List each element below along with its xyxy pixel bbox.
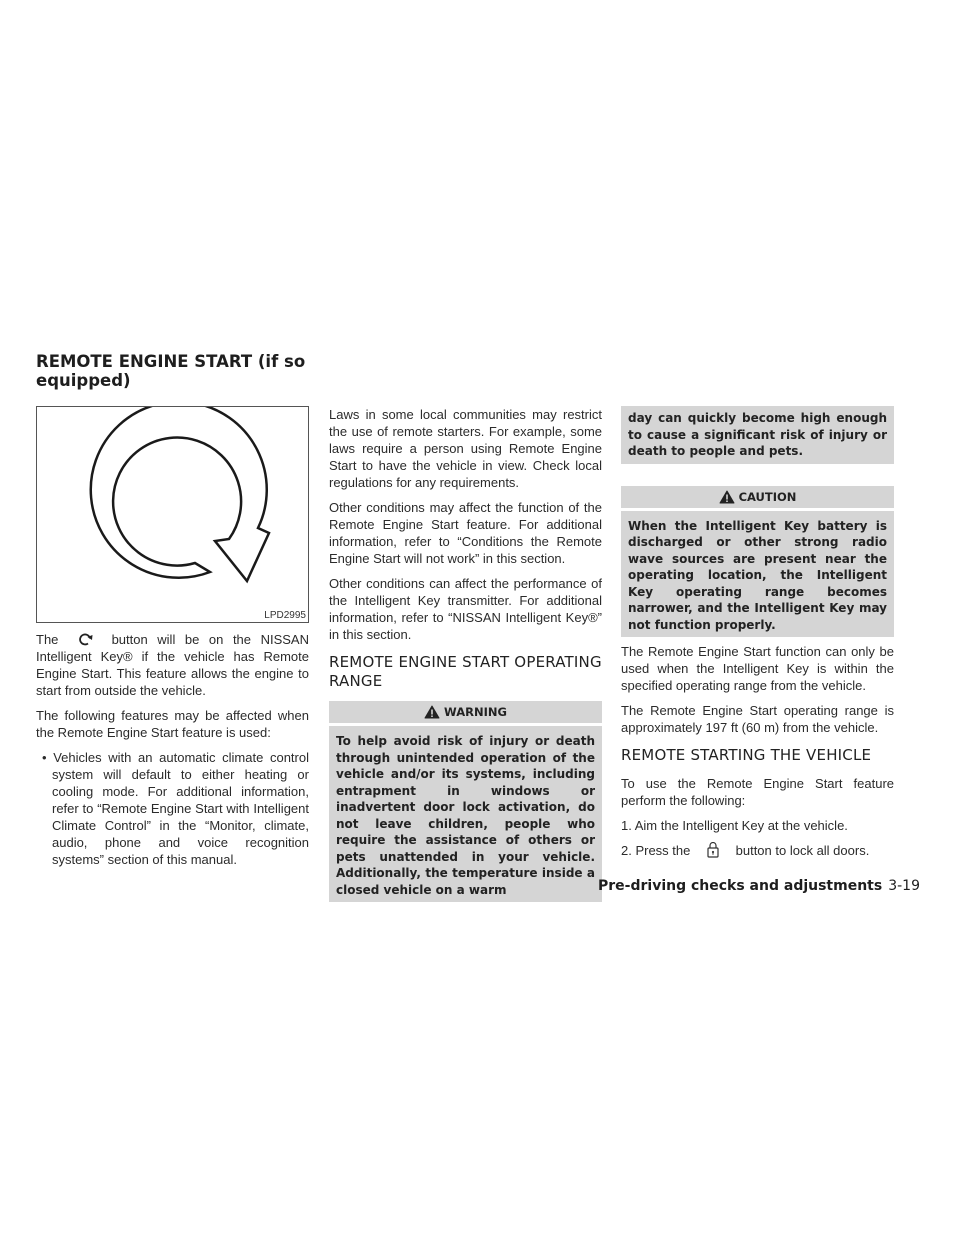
warning-triangle-icon bbox=[424, 705, 440, 719]
page-footer bbox=[598, 878, 920, 894]
column-3 bbox=[621, 406, 894, 867]
features-list bbox=[36, 749, 309, 868]
procedure-intro: To use the Remote Engine Start feature perform the following: bbox=[621, 776, 894, 808]
conditions-paragraph: Other conditions may affect the function of the Remote Engine Start feature. For additional information, refer to “Conditions the Remote Engine Start will not work” in this section. bbox=[329, 500, 602, 566]
remote-start-figure bbox=[36, 406, 309, 623]
figure-code: LPD2995 bbox=[264, 610, 306, 621]
range-paragraph: The Remote Engine Start operating range is approximately 197 ft (60 m) from the vehicle. bbox=[621, 703, 894, 735]
features-paragraph: The following features may be affected when the Remote Engine Start feature is used: bbox=[36, 708, 309, 740]
warning-label: WARNING bbox=[444, 705, 507, 719]
intro-paragraph bbox=[36, 631, 309, 699]
operating-range-heading: REMOTE ENGINE START OPERATING RANGE bbox=[329, 653, 602, 690]
caution-text: When the Intelligent Key battery is discharged or other strong radio wave sources are present near the operating location, the Intelligent Key operating range becomes narrower, and the Intelligent Key may not function properly. bbox=[621, 511, 894, 638]
column-2 bbox=[329, 406, 602, 902]
intro-text-before: The bbox=[36, 632, 59, 647]
caution-header bbox=[621, 486, 894, 508]
transmitter-paragraph: Other conditions can affect the performance of the Intelligent Key transmitter. For additional information, refer to “NISSAN Intelligent Key®” in this section. bbox=[329, 576, 602, 642]
function-paragraph: The Remote Engine Start function can only be used when the Intelligent Key is within the specified operating range from the vehicle. bbox=[621, 644, 894, 693]
warning-header bbox=[329, 701, 602, 723]
remote-start-arrow-icon bbox=[37, 407, 308, 622]
intro-text-after: button will be on the NISSAN Intelligent Key® if the vehicle has Remote Engine Start. This feature allows the engine to start from outside the vehicle. bbox=[36, 632, 309, 698]
remote-starting-heading: REMOTE STARTING THE VEHICLE bbox=[621, 746, 872, 764]
page-number: 3-19 bbox=[888, 878, 920, 894]
warning-text-continued: day can quickly become high enough to cause a significant risk of injury or death to people and pets. bbox=[621, 406, 894, 464]
chapter-title: Pre-driving checks and adjustments bbox=[598, 878, 883, 894]
column-1 bbox=[36, 406, 309, 876]
step-2 bbox=[621, 842, 894, 859]
step-1: 1. Aim the Intelligent Key at the vehicle. bbox=[621, 818, 848, 833]
caution-label: CAUTION bbox=[738, 489, 797, 504]
step-2-text-after: button to lock all doors. bbox=[735, 843, 870, 858]
remote-start-icon bbox=[70, 632, 100, 647]
caution-triangle-icon bbox=[719, 490, 735, 504]
list-item: • Vehicles with an automatic climate control system will default to either heating or cooling mode. For additional information, refer to “Remote Engine Start with Intelligent Climate Control” in the “Monitor, climate, audio, phone and voice recognition systems” section of this manual. bbox=[42, 750, 309, 867]
laws-paragraph: Laws in some local communities may restrict the use of remote starters. For example, some laws require a person using Remote Engine Start to have the vehicle in view. Check local regulations for any requirements. bbox=[329, 407, 602, 490]
lock-icon bbox=[696, 842, 730, 858]
section-title: REMOTE ENGINE START (if so equipped) bbox=[36, 352, 306, 390]
step-2-text-before: 2. Press the bbox=[621, 843, 691, 858]
warning-text: To help avoid risk of injury or death through unintended operation of the vehicle and/or its systems, including entrapment in windows or inadvertent door lock activation, do not leave children, people who require the assistance of others or pets unattended in your vehicle. Additionally, the temperature inside a closed vehicle on a warm bbox=[329, 726, 602, 902]
